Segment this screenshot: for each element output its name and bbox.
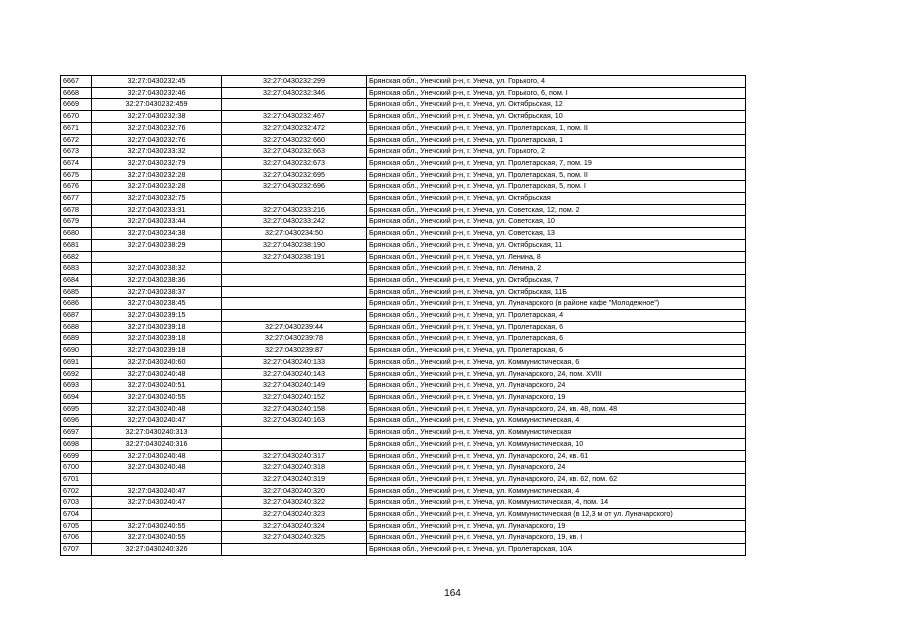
address-cell: Брянская обл., Унечский р-н, г. Унеча, ул. Октябрьская, 11Б [367, 286, 746, 298]
address-cell: Брянская обл., Унечский р-н, г. Унеча, ул. Коммунистическая (в 12,3 м от ул. Луначарского) [367, 509, 746, 521]
row-number-cell: 6698 [61, 438, 92, 450]
address-cell: Брянская обл., Унечский р-н, г. Унеча, ул. Пролетарская, 6 [367, 345, 746, 357]
table-row [61, 87, 746, 99]
land-parcel-number-cell: 32:27:0430232:76 [92, 134, 222, 146]
table-row [61, 263, 746, 275]
address-cell: Брянская обл., Унечский р-н, г. Унеча, ул. Луначарского, 19 [367, 391, 746, 403]
address-cell: Брянская обл., Унечский р-н, г. Унеча, ул. Пролетарская, 10А [367, 544, 746, 556]
table-row [61, 239, 746, 251]
building-number-cell: 32:27:0430232:660 [222, 134, 367, 146]
row-number-cell: 6679 [61, 216, 92, 228]
row-number-cell: 6688 [61, 321, 92, 333]
table-row [61, 544, 746, 556]
building-number-cell: 32:27:0430240:325 [222, 532, 367, 544]
building-number-cell [222, 263, 367, 275]
address-cell: Брянская обл., Унечский р-н, г. Унеча, ул. Коммунистическая, 4, пом. 14 [367, 497, 746, 509]
land-parcel-number-cell: 32:27:0430240:47 [92, 497, 222, 509]
land-parcel-number-cell [92, 509, 222, 521]
land-parcel-number-cell: 32:27:0430240:48 [92, 368, 222, 380]
row-number-cell: 6702 [61, 485, 92, 497]
building-number-cell: 32:27:0430232:696 [222, 181, 367, 193]
address-cell: Брянская обл., Унечский р-н, г. Унеча, ул. Луначарского, 24, пом. XVIII [367, 368, 746, 380]
land-parcel-number-cell: 32:27:0430240:51 [92, 380, 222, 392]
land-parcel-number-cell: 32:27:0430238:45 [92, 298, 222, 310]
land-parcel-number-cell: 32:27:0430232:38 [92, 111, 222, 123]
table-row [61, 391, 746, 403]
land-parcel-number-cell: 32:27:0430240:313 [92, 427, 222, 439]
row-number-cell: 6689 [61, 333, 92, 345]
table-row [61, 228, 746, 240]
land-parcel-number-cell: 32:27:0430240:48 [92, 403, 222, 415]
land-parcel-number-cell: 32:27:0430232:45 [92, 76, 222, 88]
table-row [61, 438, 746, 450]
row-number-cell: 6685 [61, 286, 92, 298]
address-cell: Брянская обл., Унечский р-н, г. Унеча, ул. Октябрьская [367, 193, 746, 205]
table-row [61, 509, 746, 521]
address-cell: Брянская обл., Унечский р-н, г. Унеча, ул. Луначарского, 19, кв. I [367, 532, 746, 544]
table-row [61, 473, 746, 485]
address-cell: Брянская обл., Унечский р-н, г. Унеча, ул. Пролетарская, 1, пом. II [367, 122, 746, 134]
land-parcel-number-cell: 32:27:0430238:29 [92, 239, 222, 251]
table-row [61, 427, 746, 439]
land-parcel-number-cell [92, 251, 222, 263]
row-number-cell: 6690 [61, 345, 92, 357]
address-cell: Брянская обл., Унечский р-н, г. Унеча, ул. Советская, 10 [367, 216, 746, 228]
table-row [61, 181, 746, 193]
building-number-cell [222, 286, 367, 298]
address-cell: Брянская обл., Унечский р-н, г. Унеча, ул. Октябрьская, 12 [367, 99, 746, 111]
address-cell: Брянская обл., Унечский р-н, г. Унеча, пл. Ленина, 2 [367, 263, 746, 275]
table-row [61, 403, 746, 415]
building-number-cell: 32:27:0430240:143 [222, 368, 367, 380]
row-number-cell: 6686 [61, 298, 92, 310]
row-number-cell: 6703 [61, 497, 92, 509]
table-row [61, 321, 746, 333]
row-number-cell: 6671 [61, 122, 92, 134]
table-row [61, 345, 746, 357]
address-cell: Брянская обл., Унечский р-н, г. Унеча, ул. Пролетарская, 1 [367, 134, 746, 146]
table-body [61, 76, 746, 556]
building-number-cell [222, 298, 367, 310]
address-cell: Брянская обл., Унечский р-н, г. Унеча, ул. Октябрьская, 7 [367, 274, 746, 286]
land-parcel-number-cell: 32:27:0430240:55 [92, 391, 222, 403]
address-cell: Брянская обл., Унечский р-н, г. Унеча, ул. Коммунистическая [367, 427, 746, 439]
table-row [61, 169, 746, 181]
building-number-cell: 32:27:0430233:216 [222, 204, 367, 216]
address-cell: Брянская обл., Унечский р-н, г. Унеча, ул. Коммунистическая, 4 [367, 485, 746, 497]
land-parcel-number-cell: 32:27:0430232:75 [92, 193, 222, 205]
building-number-cell: 32:27:0430232:663 [222, 146, 367, 158]
address-cell: Брянская обл., Унечский р-н, г. Унеча, ул. Луначарского, 24 [367, 380, 746, 392]
building-number-cell: 32:27:0430239:87 [222, 345, 367, 357]
table-row [61, 274, 746, 286]
table-row [61, 333, 746, 345]
building-number-cell [222, 427, 367, 439]
row-number-cell: 6687 [61, 310, 92, 322]
building-number-cell: 32:27:0430233:242 [222, 216, 367, 228]
row-number-cell: 6684 [61, 274, 92, 286]
row-number-cell: 6678 [61, 204, 92, 216]
address-cell: Брянская обл., Унечский р-н, г. Унеча, ул. Пролетарская, 5, пом. I [367, 181, 746, 193]
land-parcel-number-cell: 32:27:0430239:15 [92, 310, 222, 322]
page-number: 164 [444, 588, 461, 599]
table-row [61, 99, 746, 111]
land-parcel-number-cell: 32:27:0430238:37 [92, 286, 222, 298]
building-number-cell: 32:27:0430240:149 [222, 380, 367, 392]
building-number-cell [222, 310, 367, 322]
table-row [61, 450, 746, 462]
row-number-cell: 6676 [61, 181, 92, 193]
row-number-cell: 6675 [61, 169, 92, 181]
building-number-cell [222, 99, 367, 111]
building-number-cell: 32:27:0430238:190 [222, 239, 367, 251]
row-number-cell: 6680 [61, 228, 92, 240]
cadastral-table [60, 75, 746, 556]
building-number-cell: 32:27:0430232:695 [222, 169, 367, 181]
row-number-cell: 6670 [61, 111, 92, 123]
building-number-cell: 32:27:0430240:323 [222, 509, 367, 521]
row-number-cell: 6681 [61, 239, 92, 251]
address-cell: Брянская обл., Унечский р-н, г. Унеча, ул. Октябрьская, 11 [367, 239, 746, 251]
table-row [61, 298, 746, 310]
land-parcel-number-cell: 32:27:0430234:38 [92, 228, 222, 240]
building-number-cell: 32:27:0430232:673 [222, 157, 367, 169]
row-number-cell: 6695 [61, 403, 92, 415]
building-number-cell [222, 193, 367, 205]
building-number-cell: 32:27:0430234:50 [222, 228, 367, 240]
building-number-cell: 32:27:0430240:158 [222, 403, 367, 415]
address-cell: Брянская обл., Унечский р-н, г. Унеча, ул. Пролетарская, 4 [367, 310, 746, 322]
address-cell: Брянская обл., Унечский р-н, г. Унеча, ул. Коммунистическая, 6 [367, 356, 746, 368]
table-row [61, 193, 746, 205]
address-cell: Брянская обл., Унечский р-н, г. Унеча, ул. Горького, 4 [367, 76, 746, 88]
land-parcel-number-cell: 32:27:0430238:36 [92, 274, 222, 286]
table-row [61, 146, 746, 158]
row-number-cell: 6700 [61, 462, 92, 474]
land-parcel-number-cell: 32:27:0430240:55 [92, 520, 222, 532]
building-number-cell: 32:27:0430240:163 [222, 415, 367, 427]
row-number-cell: 6691 [61, 356, 92, 368]
address-cell: Брянская обл., Унечский р-н, г. Унеча, ул. Пролетарская, 6 [367, 333, 746, 345]
building-number-cell: 32:27:0430240:324 [222, 520, 367, 532]
land-parcel-number-cell: 32:27:0430240:60 [92, 356, 222, 368]
table-row [61, 157, 746, 169]
table-row [61, 216, 746, 228]
building-number-cell: 32:27:0430239:78 [222, 333, 367, 345]
address-cell: Брянская обл., Унечский р-н, г. Унеча, ул. Коммунистическая, 4 [367, 415, 746, 427]
table-row [61, 485, 746, 497]
row-number-cell: 6692 [61, 368, 92, 380]
row-number-cell: 6706 [61, 532, 92, 544]
building-number-cell: 32:27:0430232:467 [222, 111, 367, 123]
table-row [61, 122, 746, 134]
row-number-cell: 6683 [61, 263, 92, 275]
land-parcel-number-cell: 32:27:0430239:18 [92, 345, 222, 357]
row-number-cell: 6667 [61, 76, 92, 88]
row-number-cell: 6674 [61, 157, 92, 169]
land-parcel-number-cell: 32:27:0430240:48 [92, 462, 222, 474]
table-row [61, 497, 746, 509]
address-cell: Брянская обл., Унечский р-н, г. Унеча, ул. Горького, 2 [367, 146, 746, 158]
building-number-cell [222, 544, 367, 556]
land-parcel-number-cell [92, 473, 222, 485]
row-number-cell: 6673 [61, 146, 92, 158]
building-number-cell [222, 438, 367, 450]
land-parcel-number-cell: 32:27:0430240:47 [92, 485, 222, 497]
table-row [61, 462, 746, 474]
row-number-cell: 6699 [61, 450, 92, 462]
building-number-cell: 32:27:0430240:152 [222, 391, 367, 403]
land-parcel-number-cell: 32:27:0430240:326 [92, 544, 222, 556]
row-number-cell: 6701 [61, 473, 92, 485]
row-number-cell: 6682 [61, 251, 92, 263]
address-cell: Брянская обл., Унечский р-н, г. Унеча, ул. Горького, 6, пом. I [367, 87, 746, 99]
table-row [61, 520, 746, 532]
building-number-cell: 32:27:0430240:133 [222, 356, 367, 368]
table-row [61, 310, 746, 322]
row-number-cell: 6697 [61, 427, 92, 439]
table-row [61, 532, 746, 544]
land-parcel-number-cell: 32:27:0430240:55 [92, 532, 222, 544]
row-number-cell: 6696 [61, 415, 92, 427]
address-cell: Брянская обл., Унечский р-н, г. Унеча, ул. Советская, 13 [367, 228, 746, 240]
land-parcel-number-cell: 32:27:0430240:47 [92, 415, 222, 427]
address-cell: Брянская обл., Унечский р-н, г. Унеча, ул. Советская, 12, пом. 2 [367, 204, 746, 216]
building-number-cell: 32:27:0430232:472 [222, 122, 367, 134]
row-number-cell: 6668 [61, 87, 92, 99]
building-number-cell: 32:27:0430240:317 [222, 450, 367, 462]
building-number-cell: 32:27:0430238:191 [222, 251, 367, 263]
address-cell: Брянская обл., Унечский р-н, г. Унеча, ул. Луначарского, 24, кв. 62, пом. 62 [367, 473, 746, 485]
address-cell: Брянская обл., Унечский р-н, г. Унеча, ул. Коммунистическая, 10 [367, 438, 746, 450]
address-cell: Брянская обл., Унечский р-н, г. Унеча, ул. Луначарского (в районе кафе "Молодежное") [367, 298, 746, 310]
table-row [61, 356, 746, 368]
land-parcel-number-cell: 32:27:0430233:44 [92, 216, 222, 228]
table-row [61, 380, 746, 392]
row-number-cell: 6672 [61, 134, 92, 146]
land-parcel-number-cell: 32:27:0430232:28 [92, 181, 222, 193]
land-parcel-number-cell: 32:27:0430240:48 [92, 450, 222, 462]
land-parcel-number-cell: 32:27:0430239:18 [92, 333, 222, 345]
table-row [61, 368, 746, 380]
address-cell: Брянская обл., Унечский р-н, г. Унеча, ул. Пролетарская, 5, пом. II [367, 169, 746, 181]
land-parcel-number-cell: 32:27:0430240:316 [92, 438, 222, 450]
address-cell: Брянская обл., Унечский р-н, г. Унеча, ул. Ленина, 8 [367, 251, 746, 263]
table-row [61, 286, 746, 298]
address-cell: Брянская обл., Унечский р-н, г. Унеча, ул. Луначарского, 24, кв. 48, пом. 48 [367, 403, 746, 415]
land-parcel-number-cell: 32:27:0430232:28 [92, 169, 222, 181]
address-cell: Брянская обл., Унечский р-н, г. Унеча, ул. Луначарского, 24 [367, 462, 746, 474]
building-number-cell: 32:27:0430240:320 [222, 485, 367, 497]
row-number-cell: 6677 [61, 193, 92, 205]
table-row [61, 415, 746, 427]
building-number-cell: 32:27:0430232:346 [222, 87, 367, 99]
land-parcel-number-cell: 32:27:0430238:32 [92, 263, 222, 275]
land-parcel-number-cell: 32:27:0430233:32 [92, 146, 222, 158]
row-number-cell: 6705 [61, 520, 92, 532]
land-parcel-number-cell: 32:27:0430232:76 [92, 122, 222, 134]
address-cell: Брянская обл., Унечский р-н, г. Унеча, ул. Пролетарская, 6 [367, 321, 746, 333]
land-parcel-number-cell: 32:27:0430239:18 [92, 321, 222, 333]
building-number-cell: 32:27:0430240:322 [222, 497, 367, 509]
table-row [61, 134, 746, 146]
building-number-cell: 32:27:0430240:319 [222, 473, 367, 485]
land-parcel-number-cell: 32:27:0430232:46 [92, 87, 222, 99]
row-number-cell: 6669 [61, 99, 92, 111]
address-cell: Брянская обл., Унечский р-н, г. Унеча, ул. Октябрьская, 10 [367, 111, 746, 123]
building-number-cell: 32:27:0430232:299 [222, 76, 367, 88]
row-number-cell: 6704 [61, 509, 92, 521]
building-number-cell: 32:27:0430239:44 [222, 321, 367, 333]
address-cell: Брянская обл., Унечский р-н, г. Унеча, ул. Луначарского, 24, кв. 61 [367, 450, 746, 462]
row-number-cell: 6694 [61, 391, 92, 403]
building-number-cell: 32:27:0430240:318 [222, 462, 367, 474]
address-cell: Брянская обл., Унечский р-н, г. Унеча, ул. Пролетарская, 7, пом. 19 [367, 157, 746, 169]
building-number-cell [222, 274, 367, 286]
table-row [61, 204, 746, 216]
table-row [61, 76, 746, 88]
land-parcel-number-cell: 32:27:0430232:459 [92, 99, 222, 111]
land-parcel-number-cell: 32:27:0430233:31 [92, 204, 222, 216]
row-number-cell: 6693 [61, 380, 92, 392]
address-cell: Брянская обл., Унечский р-н, г. Унеча, ул. Луначарского, 19 [367, 520, 746, 532]
land-parcel-number-cell: 32:27:0430232:79 [92, 157, 222, 169]
table-row [61, 251, 746, 263]
table-row [61, 111, 746, 123]
row-number-cell: 6707 [61, 544, 92, 556]
